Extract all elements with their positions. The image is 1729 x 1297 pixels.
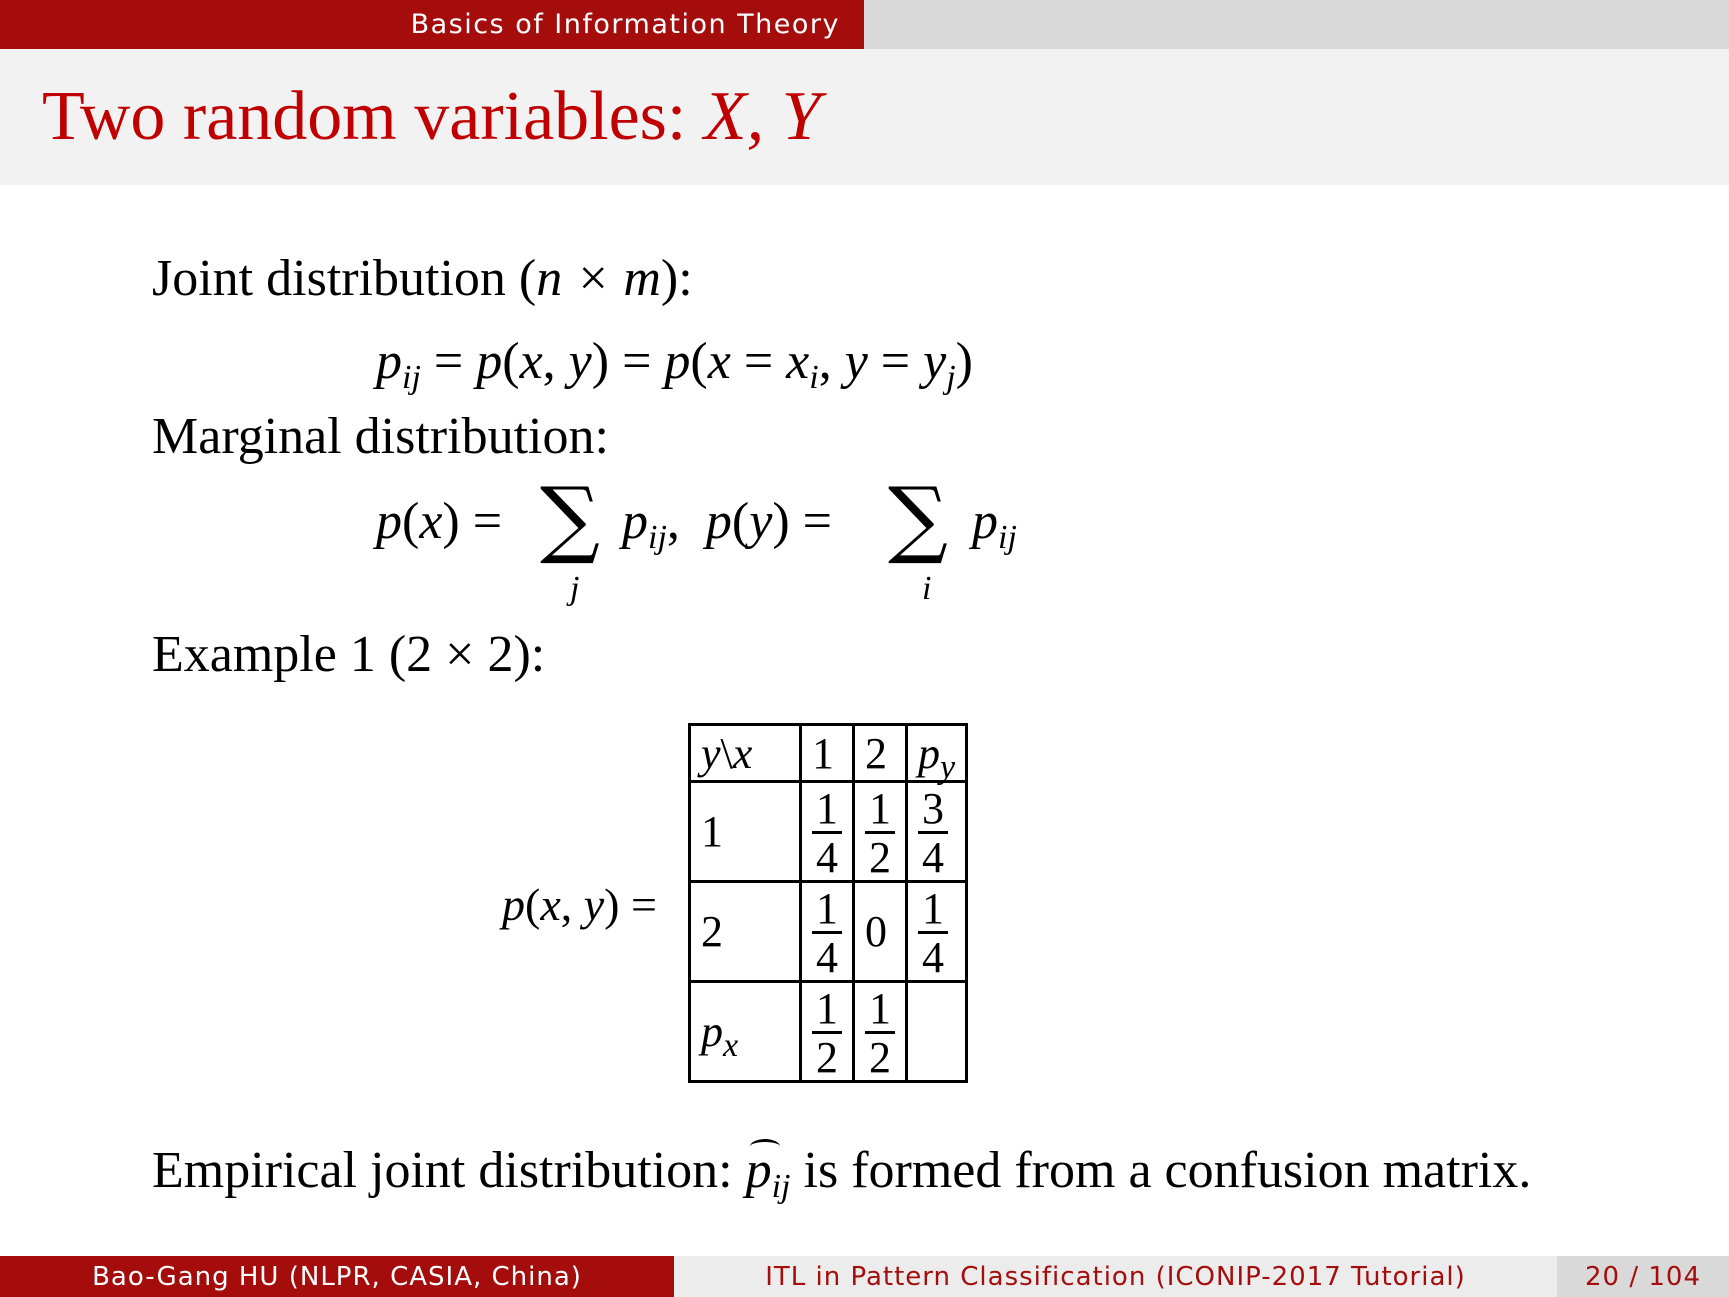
section-title: Basics of Information Theory xyxy=(410,9,840,40)
sum-symbol-i: ∑ xyxy=(888,469,948,567)
footer-page-text: 20 / 104 xyxy=(1585,1261,1701,1292)
joint-label-text: Joint distribution ( xyxy=(152,250,537,307)
joint-formula: $p_{ij} = p(x$, $y) = p(x = x_i$, $y = y_j$) xyxy=(376,333,973,396)
table-cell: $\frac{1}{2}$ xyxy=(801,982,854,1082)
table-row xyxy=(690,782,967,882)
table-row-label: 1 xyxy=(690,782,801,882)
footer-talk-text: ITL in Pattern Classification (ICONIP-2017 Tutorial) xyxy=(765,1261,1466,1292)
section-header xyxy=(0,0,864,49)
joint-distribution-table xyxy=(688,723,968,1083)
footer-talk xyxy=(674,1256,1557,1297)
sum-index-j: j xyxy=(570,570,580,607)
p-hat-ij: p xyxy=(745,1142,772,1199)
table-row-label: 2 xyxy=(690,882,801,982)
table-cell xyxy=(907,982,967,1082)
table-header-row xyxy=(690,725,967,782)
empirical-text-after: is formed from a confusion matrix. xyxy=(790,1142,1532,1199)
sum-symbol-j: ∑ xyxy=(540,469,600,567)
footer-author xyxy=(0,1256,674,1297)
table-cell: $\frac{1}{4}$ xyxy=(801,782,854,882)
table-header-cell: $p_y$ xyxy=(907,725,967,782)
footer-author-text: Bao-Gang HU (NLPR, CASIA, China) xyxy=(92,1261,582,1292)
table-cell: 0 xyxy=(854,882,907,982)
joint-label-math: n × m xyxy=(536,250,661,307)
empirical-text-before: Empirical joint distribution: xyxy=(152,1142,746,1199)
joint-label-end: ): xyxy=(660,250,693,307)
table-cell: $\frac{1}{2}$ xyxy=(854,782,907,882)
marginal-distribution-label: Marginal distribution: xyxy=(152,408,609,465)
header-bar-right xyxy=(864,0,1729,49)
table-header-cell: 1 xyxy=(801,725,854,782)
empirical-line: Empirical joint distribution: $p_{ij}$ is formed from a confusion matrix. xyxy=(152,1142,1532,1205)
example-label: Example 1 (2 × 2): xyxy=(152,626,546,683)
table-row xyxy=(690,882,967,982)
table-header-cell: 2 xyxy=(854,725,907,782)
footer-page-number xyxy=(1557,1256,1729,1297)
table-row xyxy=(690,982,967,1082)
table-cell: $\frac{1}{4}$ xyxy=(907,882,967,982)
table-cell: $\frac{1}{2}$ xyxy=(854,982,907,1082)
table-lhs: p(x, y) = xyxy=(502,879,657,930)
table-cell: $\frac{3}{4}$ xyxy=(907,782,967,882)
slide-title-text: Two random variables: xyxy=(42,78,704,155)
table-cell: $\frac{1}{4}$ xyxy=(801,882,854,982)
marginal-formula-pij-1: $p_{ij}$, p(y) = xyxy=(622,493,832,556)
slide-title xyxy=(42,78,821,155)
marginal-formula-px: p(x) = xyxy=(376,493,503,550)
table-row-label: $p_x$ xyxy=(690,982,801,1082)
joint-distribution-label xyxy=(152,250,693,307)
table-header-cell: y\x xyxy=(690,725,801,782)
sum-index-i: i xyxy=(922,570,932,607)
marginal-formula-pij-2: $p_{ij}$ xyxy=(972,493,1017,556)
slide-title-math: X, Y xyxy=(703,78,821,155)
